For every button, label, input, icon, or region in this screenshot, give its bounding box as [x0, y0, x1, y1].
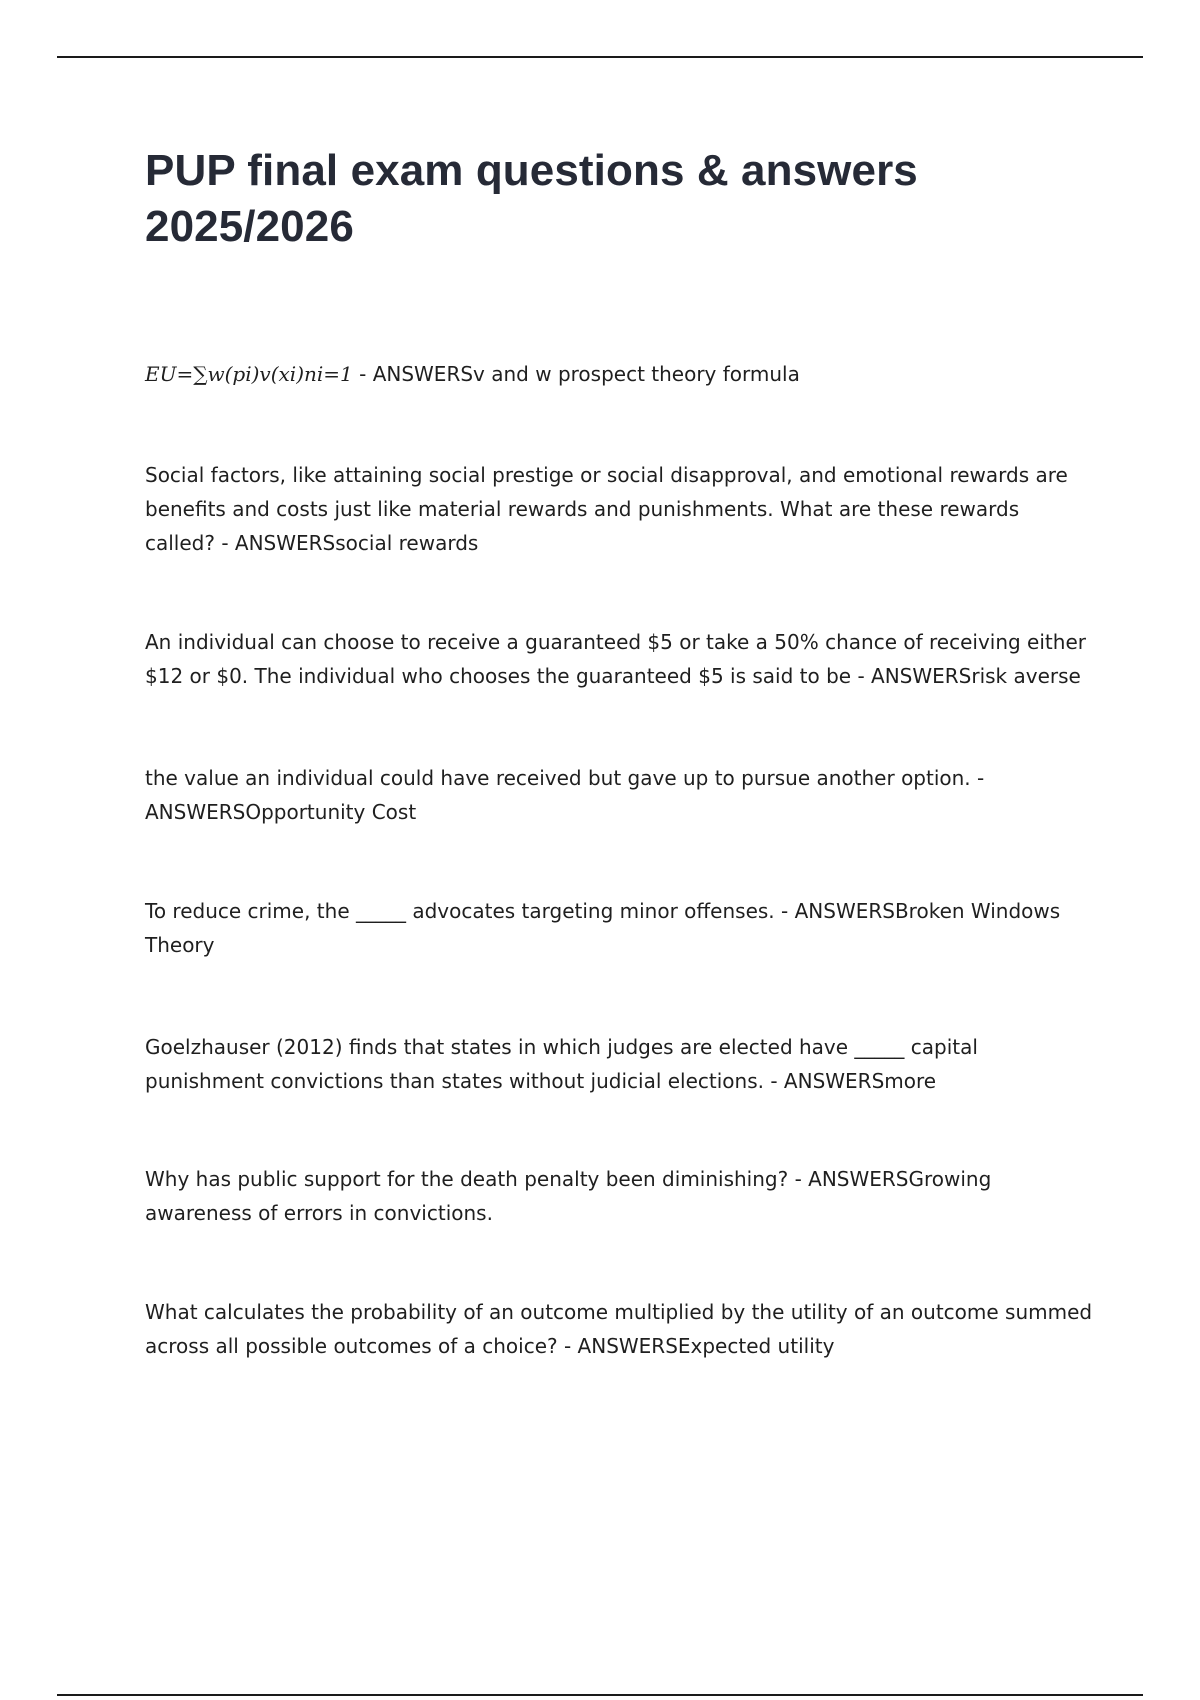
qa-item-6 — [145, 1030, 1095, 1098]
qa-question: the value an individual could have received but gave up to pursue another option. - ANSWERS — [145, 766, 985, 824]
qa-item-4 — [145, 761, 1095, 829]
qa-item-7 — [145, 1162, 1095, 1230]
bottom-divider — [57, 1694, 1143, 1696]
qa-question: What calculates the probability of an outcome multiplied by the utility of an outcome summed across all possible outcomes of a choice? - ANSWERS — [145, 1300, 1093, 1358]
qa-answer: Growing awareness of errors in convictions. — [145, 1167, 992, 1225]
qa-answer: more — [884, 1069, 937, 1093]
qa-question: - ANSWERS — [352, 362, 474, 386]
page-title: PUP final exam questions & answers 2025/2026 — [145, 146, 918, 251]
qa-question: Social factors, like attaining social prestige or social disapproval, and emotional rewards are benefits and costs just like material rewards and punishments. What are these rewards called? - ANSWERS — [145, 463, 1068, 555]
qa-answer: Opportunity Cost — [245, 800, 417, 824]
qa-answer: v and w prospect theory formula — [473, 362, 800, 386]
qa-answer: Expected utility — [677, 1334, 835, 1358]
qa-answer: risk averse — [971, 664, 1081, 688]
qa-question: To reduce crime, the _____ advocates targeting minor offenses. - ANSWERS — [145, 899, 895, 923]
qa-item-1 — [145, 357, 1095, 391]
qa-answer: Broken Windows Theory — [145, 899, 1061, 957]
qa-question: An individual can choose to receive a guaranteed $5 or take a 50% chance of receiving either $12 or $0. The individual who chooses the guaranteed $5 is said to be - ANSWERS — [145, 630, 1086, 688]
qa-item-2 — [145, 458, 1095, 560]
top-divider — [57, 56, 1143, 58]
qa-question: Why has public support for the death penalty been diminishing? - ANSWERS — [145, 1167, 909, 1191]
qa-answer: social rewards — [335, 531, 479, 555]
qa-formula: EU=∑w(pi)v(xi)ni=1 — [145, 362, 353, 386]
qa-item-3 — [145, 625, 1095, 693]
qa-question: Goelzhauser (2012) finds that states in which judges are elected have _____ capital punishment convictions than states without judicial elections. - ANSWERS — [145, 1035, 978, 1093]
qa-item-5 — [145, 894, 1095, 962]
qa-item-8 — [145, 1295, 1095, 1363]
